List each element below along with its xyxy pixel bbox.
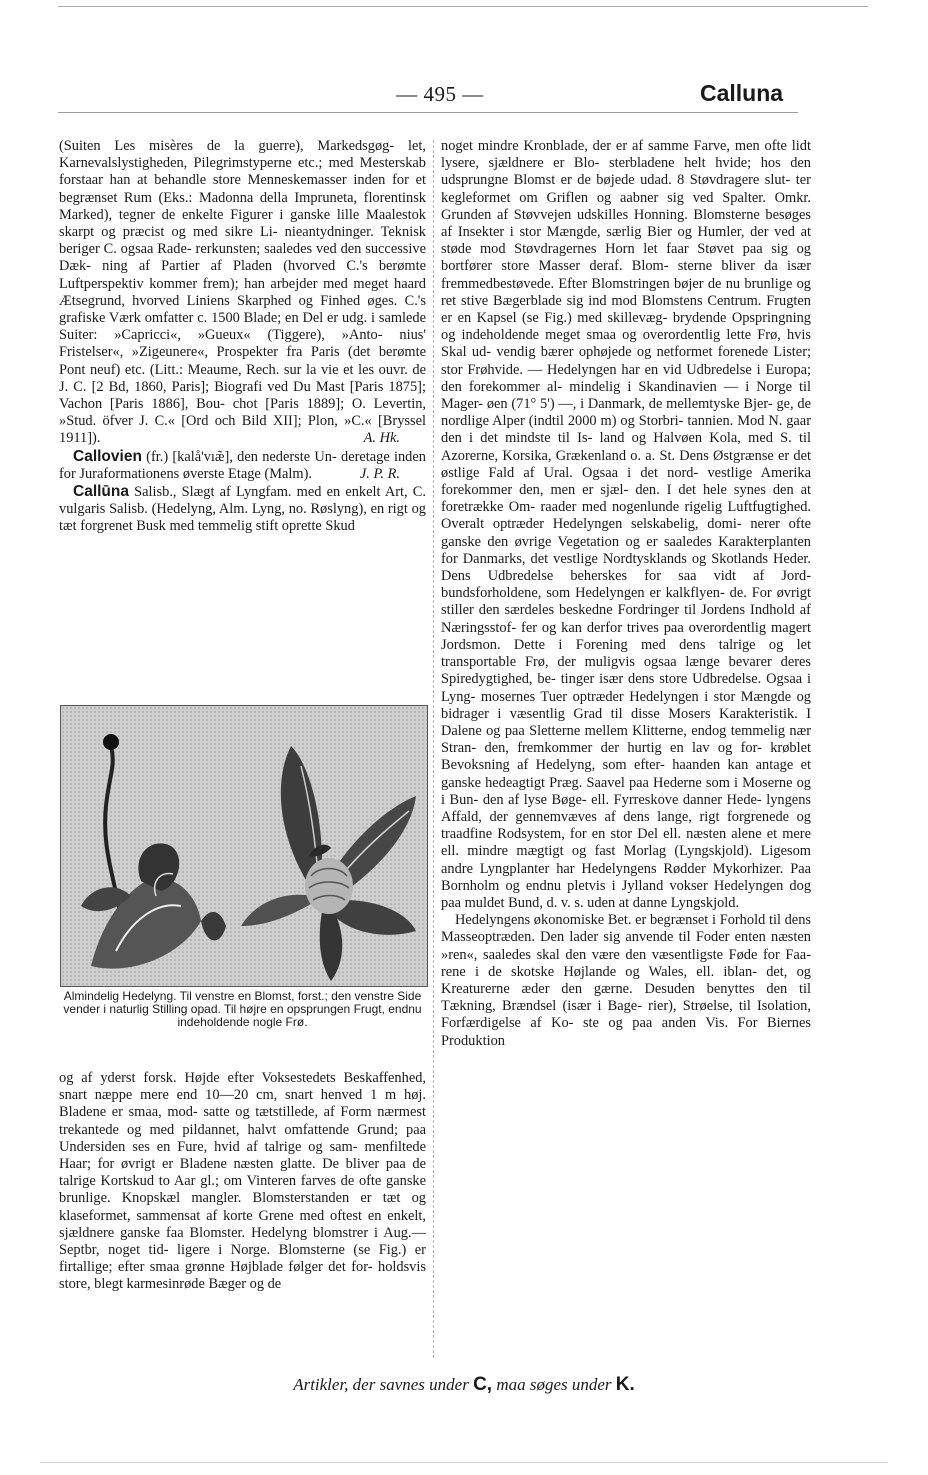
line: rigt forgrenede og traadfine Rodsystem, for en xyxy=(441,808,811,843)
line: (Eks.: Madonna della Impruneta, florentinsk xyxy=(158,189,426,206)
left-column-upper xyxy=(59,138,426,536)
line: rene i de skotske Højlande og Wales, ell. iblan- xyxy=(441,963,757,980)
top-border-line xyxy=(58,6,868,7)
line: mosernes Tuer optræder Hedelyngen i stor xyxy=(480,688,736,705)
line: og med pildannet, halvt omfattende Grund; paa xyxy=(127,1121,426,1138)
line: Knopskæl mangler. Blomsterstanden er tæt og xyxy=(121,1190,426,1207)
line: Farve, men ofte lidt lysere, sjældnere er Blo- xyxy=(441,138,811,172)
line: let, Karnevalslystigheden, Pilegrimstyperne etc.; xyxy=(59,138,426,172)
line: ste og paa anden Vis. For Biernes Produktion xyxy=(441,1015,811,1049)
left-column-lower xyxy=(59,1070,426,1294)
line: andre Lyngplanter har Hedelyngens Rødder xyxy=(441,860,706,877)
line: [Bryssel 1911]). xyxy=(59,413,426,447)
author-signature: A. Hk. xyxy=(363,430,400,447)
author-signature: J. P. R. xyxy=(359,465,400,482)
line: sterbladene helt hvide; hos den udsprungne xyxy=(441,155,812,189)
line: ge, de nordlige Alper (indtil 2000 m) og Storbri- xyxy=(441,396,811,430)
line: Mængde, særlig Bier og Humler, der ved at xyxy=(546,224,811,241)
line: [2 Bd, 1860, Paris]; Biografi ved Du Mast xyxy=(91,378,345,395)
article-continuation-paragraph xyxy=(59,138,426,448)
line: klaseformet, sammensat af korte Grene med xyxy=(59,1207,325,1224)
line: forgrenet Busk med temmelig stift oprette Skud xyxy=(80,518,355,535)
line: krøblet Bevoksning af Hedelyng, som efter- xyxy=(441,740,811,774)
line: snart henved 1 m høj. Bladene er smaa, mod- xyxy=(59,1087,426,1121)
line: brydende Opspringning og indeholdende meget xyxy=(441,310,811,344)
economic-significance-paragraph xyxy=(441,912,811,1050)
line: Menneskemasser inden for et begrænset Rum xyxy=(59,172,426,206)
line: Blomstringen bøjer de nu brunlige og ret stive xyxy=(441,275,811,309)
page-number: — 495 — xyxy=(396,82,484,106)
line: bundsforholdene, som Hedelyngen er kalkflyen- xyxy=(441,585,725,602)
line: mellem Klitterne, endog temmelig nær Stran- xyxy=(441,722,811,757)
footer-letter-c: C, xyxy=(473,1374,493,1395)
footer-note-text: maa søges under xyxy=(496,1375,612,1394)
entry-calluna xyxy=(59,483,426,536)
line: Overalt optræder Hedelyngen selskabelig, domi- xyxy=(441,516,742,533)
line: Skarphed og Finhed øges. C.'s grafiske Værk xyxy=(59,292,426,327)
line: smaa og overordentlig lette Frø, hvis Skal ud- xyxy=(441,327,811,361)
line: stor Del ell. næsten alene et mere ell. mindre xyxy=(441,826,811,860)
line: Spalter. Omkr. Grunden af Støvvejen udskilles xyxy=(441,189,812,223)
line: saaledes Karakterplanten for Danmarks, det xyxy=(441,533,811,567)
line: den af lyse Bøge- ell. Fyrreskove danner Hede- xyxy=(482,791,762,808)
header-rule xyxy=(58,112,798,113)
line: talrige og let transportable Frø, der muligvis xyxy=(441,636,811,671)
line: Maalestok skarpt og præcist og med sikre Li- xyxy=(59,206,426,241)
line: omfatter c. 1500 Blade; en Del er udg. i samlede xyxy=(144,310,426,327)
line: gl.; om Vinteren farves de ofte ganske brunlige. xyxy=(59,1173,426,1207)
line: rerkunsten; saaledes ved den successive Dæk- xyxy=(59,241,426,275)
line: Paris (det berømte Pont neuf) etc. (Litt.: xyxy=(59,344,426,378)
line: deretage inden for Juraformationens øverste xyxy=(59,448,426,482)
line: Jylland vokser Hedelyngen dog paa muldet xyxy=(441,877,812,911)
line: haanden kan antage et ganske hedeagtigt Præg. xyxy=(441,757,811,791)
footer-note-text: Artikler, der savnes under xyxy=(293,1375,469,1394)
line: satte og tætstillede, af Form nærmest trekantede xyxy=(59,1104,426,1138)
line: (Suiten Les misères de la guerre), Markedsgøg- xyxy=(59,138,395,154)
line: Salisb., Slægt af Lyngfam. med en xyxy=(128,484,341,501)
line: benyttes den til Tækning, Brændsel (især i Bage- xyxy=(441,980,811,1015)
line: Hedelyngens økonomiske Bet. er begrænset i xyxy=(455,912,716,929)
line: den. I det hele synes den at foretrække Om- xyxy=(441,482,811,516)
line: oftest en enkelt, sjældnere ganske faa Blomster. xyxy=(59,1207,426,1241)
line: de. For øvrigt stiller den særdeles beskedne xyxy=(441,585,811,619)
line: vid Udbredelse i Europa; den forekommer al- xyxy=(441,361,811,395)
line: glatte. De bliver paa de talrige Kortskud to Aar xyxy=(59,1156,426,1190)
bottom-border-line xyxy=(40,1462,888,1463)
line: [Paris 1875]; Vachon [Paris 1886], Bou- xyxy=(59,378,426,413)
line: med meget haard Ætsegrund, hvorved Liniens xyxy=(59,275,427,309)
line: Mængde og bidrager i væsentlig Grad til disse xyxy=(441,688,811,722)
line: mindelig i Skandinavien — i Norge til Mager- xyxy=(441,378,811,413)
entry-headword: Callovien xyxy=(73,447,142,465)
line: enkelt Art, C. vulgaris Salisb. (Hedelyng, xyxy=(59,484,426,518)
line: magert Jordsmon. Dette i Forening med dens xyxy=(441,619,811,653)
line: Beskaffenhed, snart næppe mere end 10—20 cm, xyxy=(59,1070,426,1104)
line: Frugten er en Kapsel (se Fig.) med skillevæg- xyxy=(441,292,811,327)
line: Marked), tegner de enkelte Figurer i ganske lille xyxy=(59,206,360,223)
footer-letter-k: K. xyxy=(615,1374,635,1395)
line: nerer ofte ganske den øvrige Vegetation og er xyxy=(441,516,811,550)
line: den, fremkommer der hurtig en lav og for- xyxy=(484,740,762,757)
line: raader med nogenlunde rigelig Luftfugtighed. xyxy=(540,499,811,516)
line: vestlige Amerika forekommer den, men er sjæl- xyxy=(441,464,811,499)
running-head: Calluna xyxy=(700,80,784,106)
line: støde mod Støvdragernes Horn let faar Støvet xyxy=(441,241,735,258)
line: med Mesterskab forstaar han at behandle store xyxy=(59,155,426,189)
line: Bund, d. v. s. uden at danne Lyngskjold. xyxy=(508,894,740,911)
line: og af yderst forsk. Højde efter Voksestedets xyxy=(59,1070,336,1086)
line: menfiltede Haar; for øvrigt er Bladene næsten xyxy=(59,1138,426,1173)
line: fer og kan derfor trives paa overordentlig xyxy=(521,619,767,636)
line: Forhold til dens Masseoptræden. Den lader sig xyxy=(441,912,811,946)
line: tinger især dens store Udbredelse. Ogsaa i Lyng- xyxy=(441,671,811,705)
footer-note xyxy=(0,1374,928,1396)
line: lyngens Affald, der gennemvæves af dens lange, xyxy=(441,791,811,825)
line: skal den være den væsentligste Føde for Faa- xyxy=(536,946,811,963)
column-divider xyxy=(433,140,434,1358)
line: Hedelyng blomstrer i Aug.—Septbr, noget tid- xyxy=(59,1224,426,1259)
line: vestlige Nordtysklands og Skotlands Heder. xyxy=(553,550,811,567)
line: rier), Strøelse, til Isolation, Forfærdigelse af Ko- xyxy=(441,998,811,1032)
line: øen (71° 5') —, i Danmark, de mellemtyske Bjer- xyxy=(486,396,773,413)
line: efter smaa grønne Højblade følger det for- xyxy=(118,1259,373,1276)
line: vendig bærer ophøjede og netformet forenede xyxy=(496,344,769,361)
flower-drawing xyxy=(61,706,427,986)
line: ogsaa længe bevarer deres Spiredygtighed, be- xyxy=(441,654,811,688)
line: anvende til Foder enten næsten »ren«, saaledes xyxy=(441,929,811,963)
line: land og Halvøen Kola, med S. til Azorerne, xyxy=(441,430,812,464)
line: Suiter: »Capricci«, »Gueux« (Tiggere), »Anto- xyxy=(59,327,383,344)
line: Mykorhizer. Paa Bornholm og endnu pletvis i xyxy=(441,860,811,894)
heather-flower-illustration xyxy=(60,705,428,987)
line: Saavel paa Hederne som i Moserne og i Bun- xyxy=(441,774,811,808)
calluna-description-paragraph xyxy=(441,138,811,912)
entry-callovien xyxy=(59,448,426,483)
line: (fr.) [kalå'vıæ̃], den nederste Un- xyxy=(141,448,337,465)
line: ning af Partier af Pladen (hvorved C.'s berømte xyxy=(102,258,426,275)
line: Alm. Lyng, no. Røslyng), en rigt og tæt xyxy=(59,501,426,535)
line: Honning. Blomsterne besøges af Insekter i stor xyxy=(441,206,811,241)
line: Fordringer til Jordens Indhold af Næringsstof- xyxy=(441,602,811,636)
line: nieantydninger. Teknisk beriger C. ogsaa Rade- xyxy=(59,224,426,258)
line: paa sig og bortfører store Masser deraf. Blom- xyxy=(441,241,811,275)
calluna-continuation-paragraph xyxy=(59,1070,426,1294)
line: sterne bliver da især fremmedbestøvede. Efter xyxy=(441,258,811,292)
line: det, og Kreaturerne æder den gærne. Desuden xyxy=(441,963,811,997)
line: ligere i Norge. Blomsterne (se Fig.) er firtallige; xyxy=(59,1242,426,1276)
right-column xyxy=(441,138,811,1050)
line: Undersiden ses en Fure, hvid af talrige og sam- xyxy=(59,1138,358,1155)
line: Korsika, Grækenland o. a. St. Dens Østgrænse xyxy=(502,447,774,464)
line: holdsvis store, blegt karmesinrøde Bæger og de xyxy=(59,1259,426,1293)
line: ter kegleformet om Griflen og aabner sig ved xyxy=(441,172,811,206)
line: öfver J. C.« [Ord och Bild XII]; Plon, »C.« xyxy=(102,413,372,430)
line: Mosers Karakteristik. I Dalene og paa Sletterne xyxy=(441,705,811,739)
line: Bægerblade sig ind mod Blomstens Centrum. xyxy=(493,292,762,309)
line: mægtigt og fast Morlag (Lyngskjold). Ligesom xyxy=(516,843,811,860)
line: nius' Fristelser«, »Zigeunere«, Prospekter fra xyxy=(59,327,426,361)
line: Blomst er de bøjede udad. 8 Støvdragere slut- xyxy=(513,172,791,189)
line: Meaume, Rech. sur la vie et les ouvr. de J. C. xyxy=(59,361,426,395)
figure-caption: Almindelig Hedelyng. Til venstre en Blomst, forst.; den venstre Side vender i naturlig Stilling opad. Til højre en opsprungen Frugt, endnu indeholdende nogle Frø. xyxy=(63,989,422,1030)
line: Etage (Malm). xyxy=(228,465,312,482)
entry-headword: Callūna xyxy=(73,483,129,501)
line: er det østlige Fald af Ural. Ogsaa i det nord- xyxy=(441,447,811,481)
line: Luftperspektiv kommer frem); han arbejder xyxy=(59,275,318,292)
line: Dens Udbredelse beherskes for saa vidt af Jord- xyxy=(441,568,811,585)
line: Lister; stor Frøhvide. — Hedelyngen har en xyxy=(441,344,811,378)
line: noget mindre Kronblade, der er af samme xyxy=(441,138,689,154)
line: tannien. Mod N. gaar den i det mindste til Is- xyxy=(441,413,811,447)
line: chot [Paris 1889]; O. Levertin, »Stud. xyxy=(59,396,426,430)
